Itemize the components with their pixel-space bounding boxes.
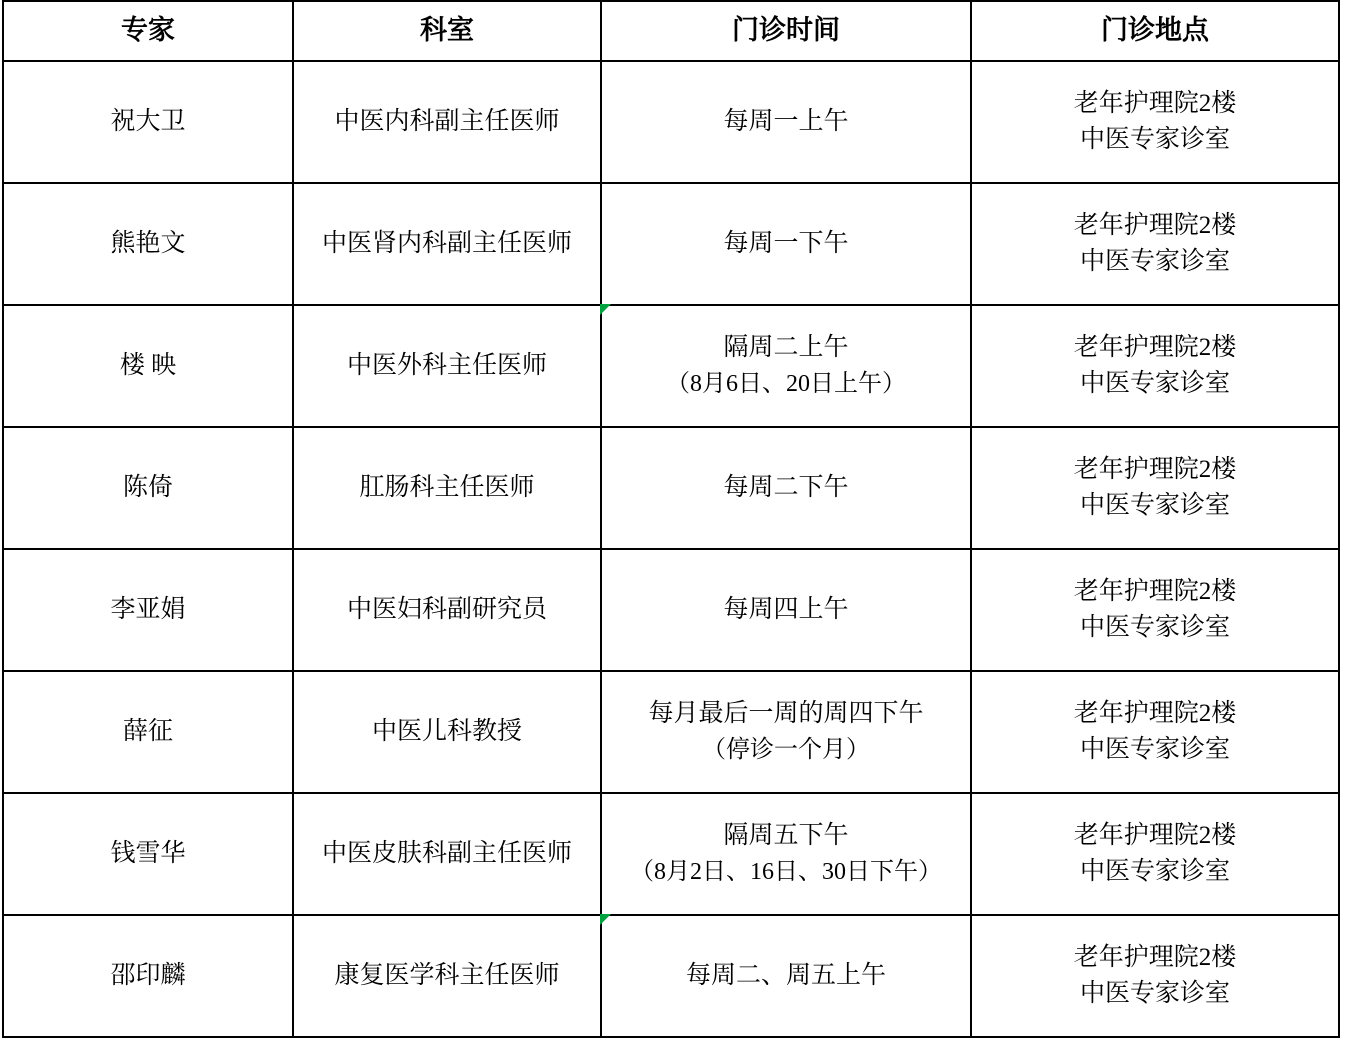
cell-expert-name: 楼 映 — [3, 305, 293, 427]
clinic-location-line2: 中医专家诊室 — [1079, 858, 1230, 885]
cell-department: 中医皮肤科副主任医师 — [293, 793, 601, 915]
cell-expert-name: 薛征 — [3, 671, 293, 793]
clinic-location-line1: 老年护理院2楼 — [1073, 699, 1237, 727]
cell-clinic-location — [971, 915, 1339, 1037]
clinic-time-main: 隔周二上午 — [723, 334, 849, 362]
comment-marker-icon — [600, 304, 611, 315]
cell-clinic-location — [971, 793, 1339, 915]
cell-clinic-time — [601, 793, 971, 915]
clinic-location-line1: 老年护理院2楼 — [1073, 577, 1237, 605]
cell-department: 肛肠科主任医师 — [293, 427, 601, 549]
clinic-time-main: 每周二、周五上午 — [685, 961, 886, 989]
table-row — [3, 549, 1339, 671]
clinic-location-line1: 老年护理院2楼 — [1073, 455, 1237, 483]
table-row — [3, 61, 1339, 183]
cell-clinic-time — [601, 183, 971, 305]
clinic-location-line1: 老年护理院2楼 — [1073, 211, 1237, 239]
cell-department: 中医妇科副研究员 — [293, 549, 601, 671]
clinic-location-line2: 中医专家诊室 — [1079, 736, 1230, 763]
cell-department: 中医肾内科副主任医师 — [293, 183, 601, 305]
clinic-location-line2: 中医专家诊室 — [1079, 126, 1230, 153]
clinic-time-note: （8月2日、16日、30日下午） — [630, 858, 942, 885]
table-row — [3, 427, 1339, 549]
cell-clinic-location — [971, 61, 1339, 183]
cell-clinic-time — [601, 549, 971, 671]
clinic-time-note: （8月6日、20日上午） — [666, 370, 906, 397]
cell-expert-name: 陈倚 — [3, 427, 293, 549]
column-header-clinic-location: 门诊地点 — [971, 1, 1339, 61]
column-header-clinic-time: 门诊时间 — [601, 1, 971, 61]
cell-clinic-location — [971, 671, 1339, 793]
cell-clinic-location — [971, 549, 1339, 671]
cell-clinic-time — [601, 61, 971, 183]
clinic-location-line2: 中医专家诊室 — [1079, 614, 1230, 641]
clinic-location-line1: 老年护理院2楼 — [1073, 943, 1237, 971]
clinic-time-main: 每周一上午 — [723, 107, 849, 135]
cell-department: 中医外科主任医师 — [293, 305, 601, 427]
cell-department: 中医内科副主任医师 — [293, 61, 601, 183]
expert-clinic-schedule-table — [2, 0, 1340, 1038]
clinic-time-main: 每周二下午 — [723, 473, 849, 501]
clinic-time-main: 每月最后一周的周四下午 — [648, 700, 924, 728]
cell-expert-name: 邵印麟 — [3, 915, 293, 1037]
clinic-location-line2: 中医专家诊室 — [1079, 980, 1230, 1007]
table-row — [3, 305, 1339, 427]
clinic-location-line1: 老年护理院2楼 — [1073, 89, 1237, 117]
clinic-location-line2: 中医专家诊室 — [1079, 248, 1230, 275]
cell-department: 康复医学科主任医师 — [293, 915, 601, 1037]
column-header-department: 科室 — [293, 1, 601, 61]
cell-expert-name: 熊艳文 — [3, 183, 293, 305]
table-header — [3, 1, 1339, 61]
table-row — [3, 183, 1339, 305]
clinic-location-line1: 老年护理院2楼 — [1073, 821, 1237, 849]
cell-clinic-location — [971, 183, 1339, 305]
table-header-row — [3, 1, 1339, 61]
clinic-location-line2: 中医专家诊室 — [1079, 370, 1230, 397]
comment-marker-icon — [600, 914, 611, 925]
cell-clinic-location — [971, 427, 1339, 549]
cell-clinic-location — [971, 305, 1339, 427]
cell-clinic-time — [601, 671, 971, 793]
cell-clinic-time — [601, 305, 971, 427]
clinic-time-main: 每周一下午 — [723, 229, 849, 257]
clinic-time-main: 每周四上午 — [723, 595, 849, 623]
table-body — [3, 61, 1339, 1037]
clinic-location-line1: 老年护理院2楼 — [1073, 333, 1237, 361]
clinic-time-note: （停诊一个月） — [702, 736, 870, 763]
cell-clinic-time — [601, 427, 971, 549]
clinic-time-main: 隔周五下午 — [723, 822, 849, 850]
cell-department: 中医儿科教授 — [293, 671, 601, 793]
cell-expert-name: 祝大卫 — [3, 61, 293, 183]
clinic-location-line2: 中医专家诊室 — [1079, 492, 1230, 519]
cell-expert-name: 钱雪华 — [3, 793, 293, 915]
table-row — [3, 671, 1339, 793]
cell-expert-name: 李亚娟 — [3, 549, 293, 671]
table-row — [3, 793, 1339, 915]
cell-clinic-time — [601, 915, 971, 1037]
table-row — [3, 915, 1339, 1037]
column-header-expert: 专家 — [3, 1, 293, 61]
